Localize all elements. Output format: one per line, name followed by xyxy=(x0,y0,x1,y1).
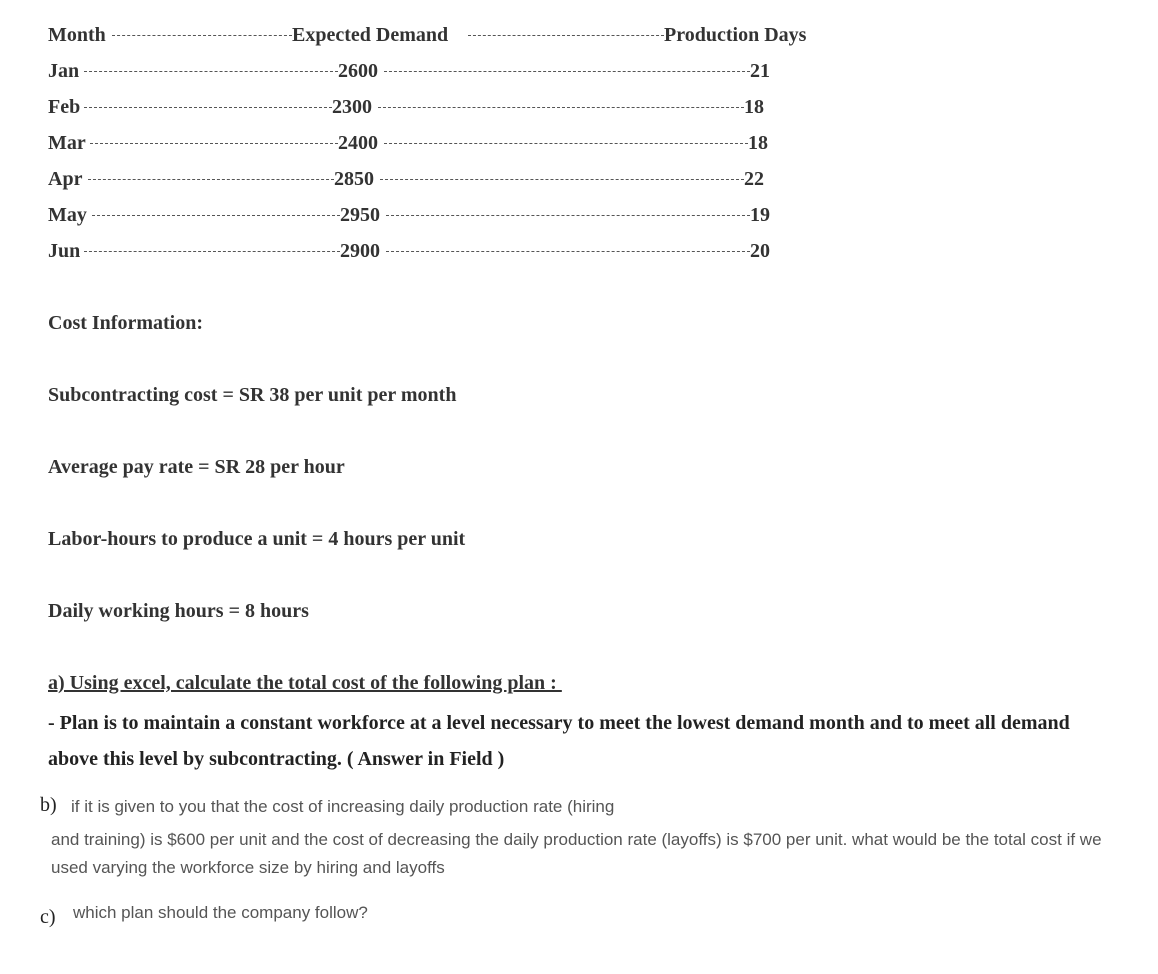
cell-days: 21 xyxy=(750,60,770,82)
cell-month: Apr xyxy=(48,168,83,190)
cell-demand: 2850 xyxy=(334,168,374,190)
question-a-text: - Plan is to maintain a constant workforce at a level necessary to meet the lowest demand month and to meet all demand above this level by subcontracting. ( Answer in Field ) xyxy=(48,712,1070,770)
daily-working-hours: Daily working hours = 8 hours xyxy=(48,600,309,622)
cell-demand: 2600 xyxy=(338,60,378,82)
dash-separator xyxy=(88,179,334,180)
dash-separator xyxy=(384,143,748,144)
header-month: Month xyxy=(48,24,106,46)
dash-separator xyxy=(84,107,332,108)
cell-days: 20 xyxy=(750,240,770,262)
dash-separator xyxy=(84,251,340,252)
question-b-line2: and training) is $600 per unit and the cost of decreasing the daily production rate (layoffs) is $700 per unit. what would be the total cost if we used varying the workforce size by hiring and layoffs xyxy=(51,830,1102,877)
subcontracting-cost: Subcontracting cost = SR 38 per unit per month xyxy=(48,384,457,406)
question-c-label: c) xyxy=(40,906,56,928)
cell-days: 19 xyxy=(750,204,770,226)
cell-demand: 2300 xyxy=(332,96,372,118)
dash-separator xyxy=(386,251,750,252)
cell-month: Jan xyxy=(48,60,80,82)
cell-month: Jun xyxy=(48,240,81,262)
cell-month: Feb xyxy=(48,96,81,118)
average-pay-rate: Average pay rate = SR 28 per hour xyxy=(48,456,345,478)
cell-days: 18 xyxy=(748,132,768,154)
cell-month: May xyxy=(48,204,87,226)
cell-demand: 2900 xyxy=(340,240,380,262)
cell-month: Mar xyxy=(48,132,86,154)
cell-days: 18 xyxy=(744,96,764,118)
cell-demand: 2950 xyxy=(340,204,380,226)
dash-separator xyxy=(92,215,340,216)
dash-separator xyxy=(378,107,744,108)
header-production-days: Production Days xyxy=(664,24,807,46)
dash-separator xyxy=(84,71,338,72)
labor-hours-per-unit: Labor-hours to produce a unit = 4 hours per unit xyxy=(48,528,466,550)
cost-info-title: Cost Information: xyxy=(48,312,203,334)
question-a-heading: a) Using excel, calculate the total cost of the following plan : xyxy=(48,672,562,694)
cell-days: 22 xyxy=(744,168,764,190)
question-c-text: which plan should the company follow? xyxy=(73,903,368,922)
dash-separator xyxy=(380,179,744,180)
question-b-line1: if it is given to you that the cost of increasing daily production rate (hiring xyxy=(71,797,615,816)
cell-demand: 2400 xyxy=(338,132,378,154)
dash-separator xyxy=(384,71,750,72)
header-expected-demand: Expected Demand xyxy=(292,24,449,46)
question-b-label: b) xyxy=(40,794,57,816)
dash-separator xyxy=(112,35,292,36)
dash-separator xyxy=(386,215,750,216)
dash-separator xyxy=(468,35,664,36)
dash-separator xyxy=(90,143,338,144)
